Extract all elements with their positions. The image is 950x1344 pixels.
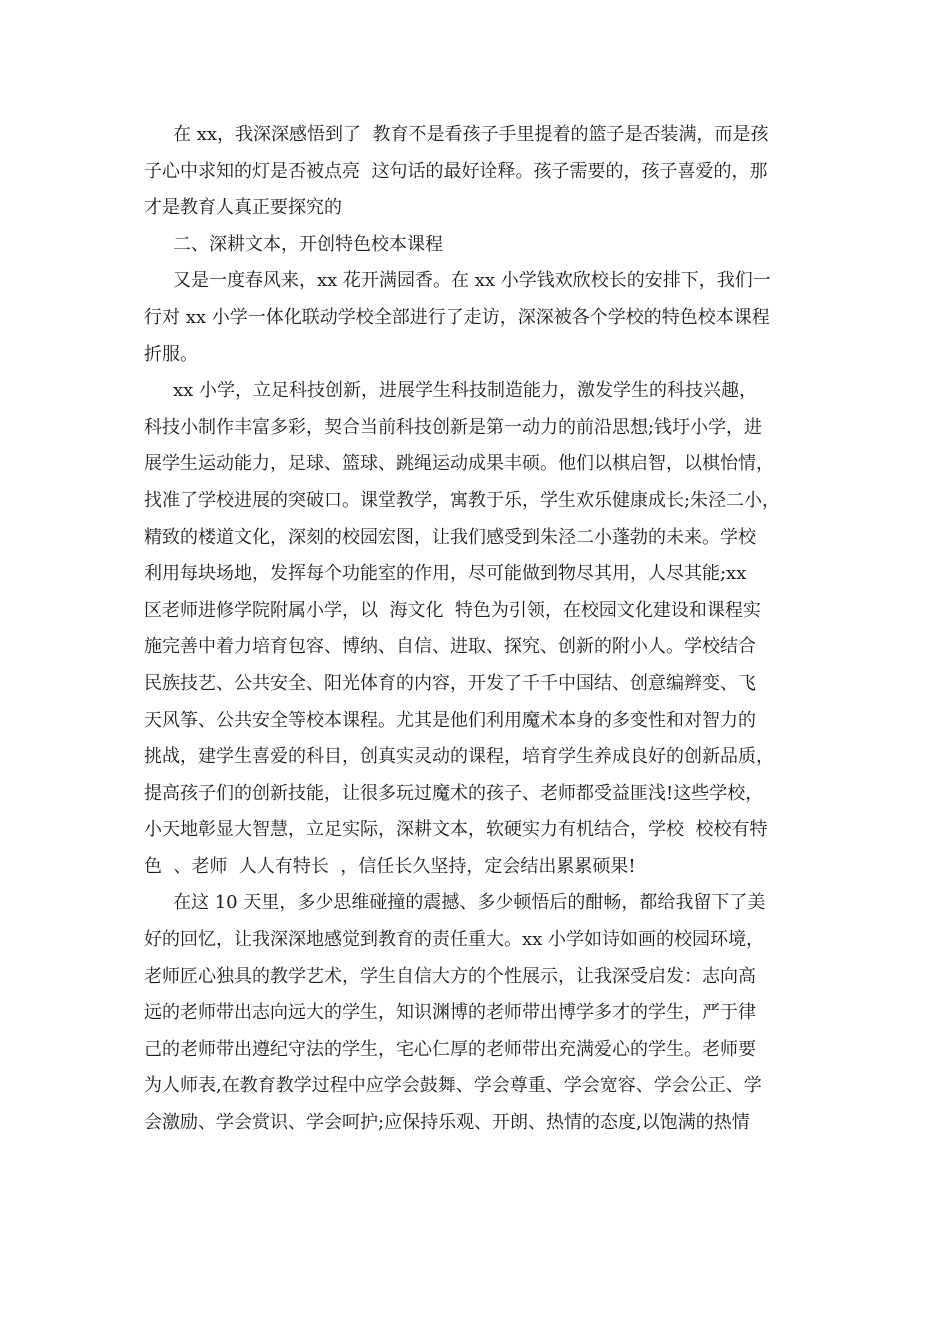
text-line: 精致的楼道文化，深刻的校园宏图，让我们感受到朱泾二小蓬勃的未来。学校 — [144, 526, 756, 548]
text-line: 民族技艺、公共安全、阳光体育的内容，开发了千千中国结、创意编辫变、飞 — [144, 672, 756, 694]
text-line: xx 小学，立足科技创新，进展学生科技制造能力，激发学生的科技兴趣， — [173, 380, 758, 402]
document-body — [144, 117, 814, 1142]
text-line: 挑战，建学生喜爱的科目，创真实灵动的课程，培育学生养成良好的创新品质， — [144, 746, 774, 768]
text-line: 为人师表,在教育教学过程中应学会鼓舞、学会尊重、学会宽容、学会公正、学 — [144, 1075, 762, 1097]
text-line: 会激励、学会赏识、学会呵护;应保持乐观、开朗、热情的态度,以饱满的热情 — [144, 1112, 750, 1134]
text-line: 老师匠心独具的教学艺术，学生自信大方的个性展示，让我深受启发：志向高 — [144, 965, 756, 987]
text-line: 天风筝、公共安全等校本课程。尤其是他们利用魔术本身的多变性和对智力的 — [144, 709, 756, 731]
section-heading: 二、深耕文本，开创特色校本课程 — [173, 233, 443, 255]
text-line: 在 xx，我深深感悟到了 教育不是看孩子手里提着的篮子是否装满，而是孩 — [173, 124, 769, 145]
text-line: 利用每块场地，发挥每个功能室的作用，尽可能做到物尽其用，人尽其能;xx — [144, 563, 747, 585]
text-line: 科技小制作丰富多彩，契合当前科技创新是第一动力的前沿思想;钱圩小学，进 — [144, 416, 763, 438]
text-line: 区老师进修学院附属小学，以 海文化 特色为引领，在校园文化建设和课程实 — [144, 599, 761, 621]
text-line: 折服。 — [144, 343, 198, 365]
text-line: 展学生运动能力，足球、篮球、跳绳运动成果丰硕。他们以棋启智，以棋怡情， — [144, 453, 774, 475]
text-line: 在这 10 天里，多少思维碰撞的震撼、多少顿悟后的酣畅，都给我留下了美 — [173, 892, 766, 914]
text-line: 施完善中着力培育包容、博纳、自信、进取、探究、创新的附小人。学校结合 — [144, 636, 756, 658]
text-line: 找准了学校进展的突破口。课堂教学，寓教于乐，学生欢乐健康成长;朱泾二小， — [144, 489, 781, 511]
text-line: 好的回忆，让我深深地感觉到教育的责任重大。xx 小学如诗如画的校园环境， — [144, 929, 765, 951]
text-line: 提高孩子们的创新技能，让很多玩过魔术的孩子、老师都受益匪浅!这些学校， — [144, 782, 764, 804]
text-line: 己的老师带出遵纪守法的学生，宅心仁厚的老师带出充满爱心的学生。老师要 — [144, 1038, 756, 1060]
text-line: 远的老师带出志向远大的学生，知识渊博的老师带出博学多才的学生，严于律 — [144, 1002, 756, 1024]
text-line: 小天地彰显大智慧，立足实际，深耕文本，软硬实力有机结合，学校 校校有特 — [144, 819, 768, 841]
text-line: 才是教育人真正要探究的 — [144, 197, 342, 219]
text-line: 子心中求知的灯是否被点亮 这句话的最好诠释。孩子需要的，孩子喜爱的，那 — [144, 160, 768, 182]
text-line: 又是一度春风来，xx 花开满园香。在 xx 小学钱欢欣校长的安排下，我们一 — [173, 270, 771, 292]
text-line: 行对 xx 小学一体化联动学校全部进行了走访，深深被各个学校的特色校本课程 — [144, 306, 770, 328]
text-line: 色 、老师 人人有特长 ，信任长久坚持，定会结出累累硕果! — [144, 855, 636, 877]
